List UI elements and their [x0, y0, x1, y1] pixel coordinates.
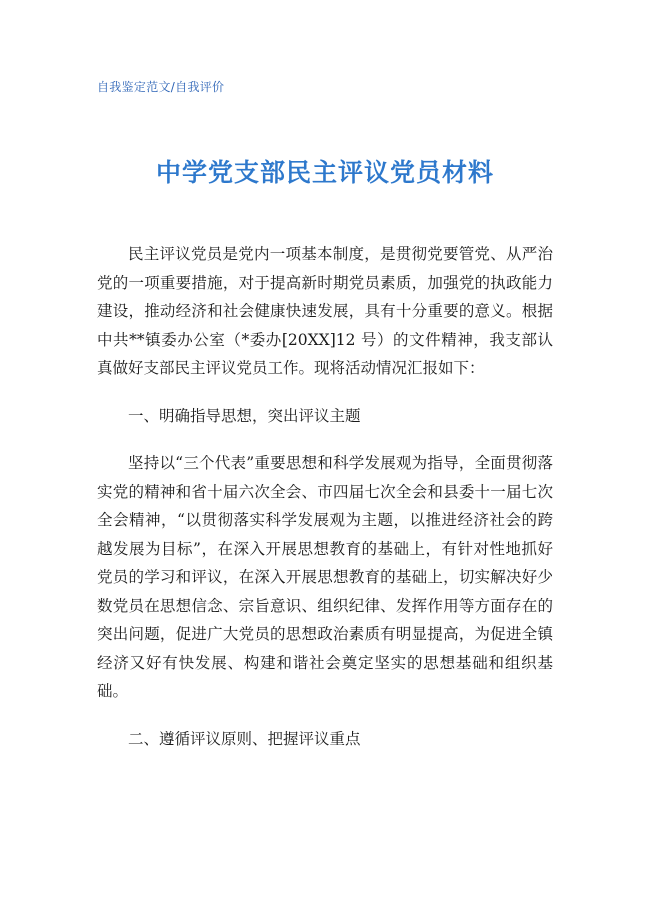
section-1-paragraph: 坚持以“三个代表”重要思想和科学发展观为指导，全面贯彻落实党的精神和省十届六次全会、市四届七次全会和县委十一届七次全会精神，“以贯彻落实科学发展观为主题，以推进经济社会的跨越发展为目标”，在深入开展思想教育的基础上，有针对性地抓好党员的学习和评议，在深入开展思想教育的基础上，切实解决好少数党员在思想信念、宗旨意识、组织纪律、发挥作用等方面存在的突出问题，促进广大党员的思想政治素质有明显提高，为促进全镇经济又好有快发展、构建和谐社会奠定坚实的思想基础和组织基础。 [97, 454, 553, 700]
intro-paragraph: 民主评议党员是党内一项基本制度，是贯彻党要管党、从严治党的一项重要措施，对于提高新时期党员素质，加强党的执政能力建设，推动经济和社会健康快速发展，具有十分重要的意义。根据中共**镇委办公室（*委办[20XX]12 号）的文件精神，我支部认真做好支部民主评议党员工作。现将活动情况汇报如下： [97, 245, 553, 377]
document-title: 中学党支部民主评议党员材料 [155, 158, 494, 187]
section-heading-2: 二、遵循评议原则、把握评议重点 [128, 729, 361, 748]
breadcrumb[interactable]: 自我鉴定范文/自我评价 [97, 80, 225, 94]
section-heading-1: 一、明确指导思想，突出评议主题 [128, 406, 361, 425]
document-body [97, 240, 553, 753]
